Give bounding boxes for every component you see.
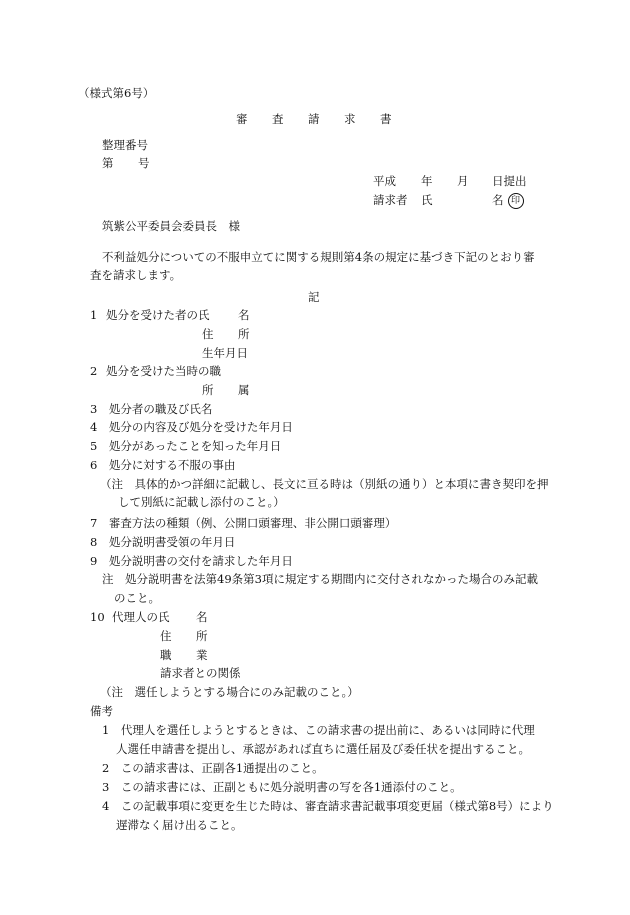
item-10-gyo: 業 — [196, 648, 208, 662]
item-6-note-line-1: （注 具体的かつ詳細に記載し、長文に亘る時は（別紙の通り）と本項に書き契印を押 — [100, 477, 549, 491]
body-text-line-2: 査を請求します。 — [90, 268, 182, 282]
item-1-number: 1 — [90, 308, 98, 322]
title-char-4: 求 — [344, 112, 356, 126]
seal-icon: 印 — [508, 193, 524, 209]
gou-label: 号 — [138, 156, 150, 170]
item-10-number: 10 — [90, 610, 105, 624]
requester-label: 請求者 — [373, 193, 408, 207]
addressee: 筑紫公平委員会委員長 様 — [102, 219, 240, 233]
item-10-ju: 住 — [160, 629, 172, 643]
remark-4-line-2: 遅滞なく届け出ること。 — [116, 818, 243, 832]
item-10-label: 代理人の氏 — [112, 610, 170, 624]
item-9-note-line-1: 注 処分説明書を法第49条第3項に規定する期間内に交付されなかった場合のみ記載 — [102, 572, 538, 586]
item-9: 9 処分説明書の交付を請求した年月日 — [90, 554, 293, 568]
item-1-ju: 住 — [202, 327, 214, 341]
date-year: 年 — [421, 174, 433, 188]
remark-4-line-1: 4 この記載事項に変更を生じた時は、審査請求書記載事項変更届（様式第8号）により — [102, 799, 554, 813]
title-char-1: 審 — [236, 112, 248, 126]
requester-mei — [492, 193, 524, 209]
item-6: 6 処分に対する不服の事由 — [90, 458, 236, 472]
item-9-note-line-2: のこと。 — [114, 591, 160, 605]
item-10-note: （注 選任しようとする場合にのみ記載のこと。） — [100, 685, 359, 699]
item-3: 3 処分者の職及び氏名 — [90, 402, 213, 416]
item-2-sho: 所 — [202, 383, 214, 397]
title-char-2: 査 — [272, 112, 284, 126]
item-10-shoku: 職 — [160, 648, 172, 662]
form-number: （様式第6号） — [78, 86, 155, 100]
item-2-zoku: 属 — [238, 383, 250, 397]
remark-1-line-1: 1 代理人を選任しようとするときは、この請求書の提出前に、あるいは同時に代理 — [102, 723, 535, 737]
item-10-mei: 名 — [196, 610, 208, 624]
item-1-mei: 名 — [238, 308, 250, 322]
item-10-sho: 所 — [196, 629, 208, 643]
remark-1-line-2: 人選任申請書を提出し、承認があれば直ちに選任届及び委任状を提出すること。 — [116, 742, 530, 756]
date-era: 平成 — [373, 174, 396, 188]
item-8: 8 処分説明書受領の年月日 — [90, 535, 236, 549]
title-char-5: 書 — [380, 112, 392, 126]
dai-label: 第 — [102, 156, 114, 170]
requester-shi: 氏 — [421, 193, 433, 207]
item-1-sho: 所 — [238, 327, 250, 341]
item-1-birthdate: 生年月日 — [202, 346, 248, 360]
item-6-note-line-2: して別紙に記載し添付のこと。） — [118, 495, 285, 509]
item-2-label: 処分を受けた当時の職 — [106, 364, 221, 378]
ki-heading: 記 — [308, 290, 320, 304]
item-7: 7 審査方法の種類（例、公開口頭審理、非公開口頭審理） — [90, 516, 397, 530]
body-text-line-1: 不利益処分についての不服申立てに関する規則第4条の規定に基づき下記のとおり審 — [102, 250, 535, 264]
item-5: 5 処分があったことを知った年月日 — [90, 439, 282, 453]
date-month: 月 — [457, 174, 469, 188]
item-1-label: 処分を受けた者の氏 — [106, 308, 210, 322]
date-submit: 日提出 — [492, 174, 527, 188]
remark-2: 2 この請求書は、正副各1通提出のこと。 — [102, 761, 324, 775]
remark-3: 3 この請求書には、正副ともに処分説明書の写を各1通添付のこと。 — [102, 780, 462, 794]
item-10-relationship: 請求者との関係 — [160, 666, 241, 680]
item-4: 4 処分の内容及び処分を受けた年月日 — [90, 420, 293, 434]
item-2-number: 2 — [90, 364, 98, 378]
seiri-bangou-label: 整理番号 — [102, 138, 148, 152]
remarks-heading: 備考 — [90, 704, 113, 718]
requester-mei-text: 名 — [492, 193, 504, 207]
title-char-3: 請 — [308, 112, 320, 126]
